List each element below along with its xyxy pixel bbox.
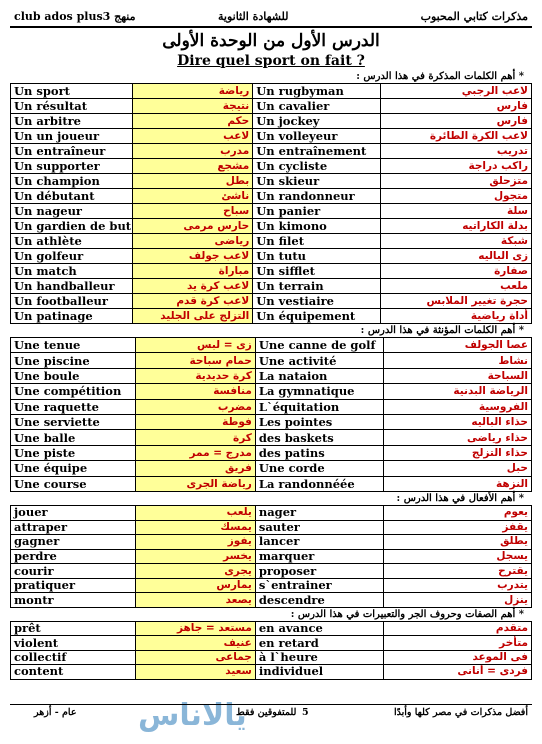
arabic-meaning: يجرى — [136, 564, 256, 579]
french-word: Une serviette — [11, 414, 136, 429]
arabic-meaning: حارس مرمى — [133, 219, 253, 234]
section-adjs-heading: * أهم الصفات وحروف الجر والتعبيرات في هذا الدرس : — [290, 609, 524, 621]
french-word: Un match — [11, 264, 133, 279]
arabic-meaning: الفروسية — [383, 399, 532, 414]
table-row — [11, 636, 532, 650]
table-row — [11, 84, 532, 99]
arabic-meaning: الرياضة البدنية — [383, 384, 532, 399]
arabic-meaning: فارس — [380, 99, 531, 114]
french-word: Un jockey — [253, 114, 381, 129]
french-word: Un arbitre — [11, 114, 133, 129]
header-center: للشهادة الثانوية — [218, 10, 289, 23]
table-row — [11, 650, 532, 664]
table-row — [11, 219, 532, 234]
arabic-meaning: يمسك — [136, 520, 256, 535]
french-word: Un randonneur — [253, 189, 381, 204]
table-row — [11, 309, 532, 324]
page — [10, 6, 532, 680]
arabic-meaning: يصعد — [136, 593, 256, 608]
arabic-meaning: لاعب جولف — [133, 249, 253, 264]
french-word: Un vestiaire — [253, 294, 381, 309]
arabic-meaning: يقفز — [383, 520, 532, 535]
table-row — [11, 414, 532, 429]
french-word: Un nageur — [11, 204, 133, 219]
arabic-meaning: يمارس — [136, 578, 256, 593]
french-word: Un supporter — [11, 159, 133, 174]
table-row — [11, 399, 532, 414]
arabic-meaning: مباراة — [133, 264, 253, 279]
french-word: Une équipe — [11, 461, 136, 476]
french-word: Un athlète — [11, 234, 133, 249]
arabic-meaning: صفارة — [380, 264, 531, 279]
table-row — [11, 564, 532, 579]
table-row — [11, 578, 532, 593]
arabic-meaning: حذاء الباليه — [383, 414, 532, 429]
section-verbs-heading: * أهم الأفعال في هذا الدرس : — [396, 492, 524, 504]
arabic-meaning: مدرب — [133, 144, 253, 159]
french-word: Une boule — [11, 368, 136, 383]
arabic-meaning: نتيجة — [133, 99, 253, 114]
masc-table — [10, 83, 532, 324]
arabic-meaning: مستعد = جاهز — [136, 622, 256, 636]
arabic-meaning: سباح — [133, 204, 253, 219]
french-word: Une activité — [255, 353, 383, 368]
arabic-meaning: تدريب — [380, 144, 531, 159]
french-word: Une course — [11, 476, 136, 491]
arabic-meaning: فوطة — [136, 414, 256, 429]
arabic-meaning: حكم — [133, 114, 253, 129]
french-word: L`équitation — [255, 399, 383, 414]
french-word: La randonnéée — [255, 476, 383, 491]
french-word: Un cavalier — [253, 99, 381, 114]
french-word: s`entrainer — [255, 578, 383, 593]
arabic-meaning: سلة — [380, 204, 531, 219]
table-row — [11, 461, 532, 476]
french-word: content — [11, 665, 136, 679]
fem-table — [10, 337, 532, 492]
table-row — [11, 476, 532, 491]
french-word: à l`heure — [255, 650, 383, 664]
arabic-meaning: لاعب كرة قدم — [133, 294, 253, 309]
header-left: club ados plus3 منهج — [14, 10, 136, 23]
section-fem-heading: * أهم الكلمات المؤنثة في هذا الدرس : — [360, 325, 524, 336]
french-word: La nataion — [255, 368, 383, 383]
french-word: sauter — [255, 520, 383, 535]
arabic-meaning: متأخر — [383, 636, 532, 650]
watermark-logo: يالاناس — [138, 698, 247, 733]
lesson-title-fr: Dire quel sport on fait ? — [177, 53, 365, 69]
french-word: descendre — [255, 593, 383, 608]
table-row — [11, 264, 532, 279]
french-word: pratiquer — [11, 578, 136, 593]
french-word: marquer — [255, 549, 383, 564]
french-word: Un équipement — [253, 309, 381, 324]
arabic-meaning: فردى = أنانى — [383, 665, 532, 679]
french-word: Un volleyeur — [253, 129, 381, 144]
arabic-meaning: فارس — [380, 114, 531, 129]
french-word: Un filet — [253, 234, 381, 249]
french-word: nager — [255, 505, 383, 520]
french-word: Une canne de golf — [255, 338, 383, 353]
arabic-meaning: حجرة تغيير الملابس — [380, 294, 531, 309]
footer-left: عام - أزهر — [34, 707, 77, 718]
table-row — [11, 189, 532, 204]
french-word: Un sifflet — [253, 264, 381, 279]
table-row — [11, 114, 532, 129]
table-row — [11, 535, 532, 550]
french-word: Un cycliste — [253, 159, 381, 174]
table-row — [11, 279, 532, 294]
table-row — [11, 99, 532, 114]
french-word: Un gardien de but — [11, 219, 133, 234]
french-word: individuel — [255, 665, 383, 679]
arabic-meaning: متقدم — [383, 622, 532, 636]
french-word: Un entraîneur — [11, 144, 133, 159]
page-header — [10, 6, 532, 28]
french-word: en avance — [255, 622, 383, 636]
table-row — [11, 520, 532, 535]
french-word: montr — [11, 593, 136, 608]
arabic-meaning: لاعب كرة يد — [133, 279, 253, 294]
table-row — [11, 249, 532, 264]
french-word: gagner — [11, 535, 136, 550]
french-word: Une balle — [11, 430, 136, 445]
french-word: Un kimono — [253, 219, 381, 234]
arabic-meaning: مضرب — [136, 399, 256, 414]
french-word: Un footballeur — [11, 294, 133, 309]
french-word: jouer — [11, 505, 136, 520]
table-row — [11, 505, 532, 520]
arabic-meaning: لاعب الرجبي — [380, 84, 531, 99]
french-word: Un résultat — [11, 99, 133, 114]
arabic-meaning: بطل — [133, 174, 253, 189]
footer-right: أفضل مذكرات في مصر كلها وأبدًا — [393, 707, 528, 718]
arabic-meaning: ناشئ — [133, 189, 253, 204]
french-word: Un débutant — [11, 189, 133, 204]
arabic-meaning: يطلق — [383, 535, 532, 550]
french-word: Une compétition — [11, 384, 136, 399]
arabic-meaning: منافسة — [136, 384, 256, 399]
french-word: courir — [11, 564, 136, 579]
arabic-meaning: زى = لبس — [136, 338, 256, 353]
arabic-meaning: رياضة الجرى — [136, 476, 256, 491]
arabic-meaning: حبل — [383, 461, 532, 476]
french-word: Un handballeur — [11, 279, 133, 294]
table-row — [11, 430, 532, 445]
table-row — [11, 549, 532, 564]
french-word: attraper — [11, 520, 136, 535]
arabic-meaning: السباحة — [383, 368, 532, 383]
table-row — [11, 368, 532, 383]
table-row — [11, 445, 532, 460]
table-row — [11, 665, 532, 679]
arabic-meaning: أداة رياضية — [380, 309, 531, 324]
arabic-meaning: يعوم — [383, 505, 532, 520]
adjs-table — [10, 621, 532, 680]
table-row — [11, 384, 532, 399]
french-word: Un golfeur — [11, 249, 133, 264]
french-word: Un rugbyman — [253, 84, 381, 99]
french-word: proposer — [255, 564, 383, 579]
french-word: La gymnatique — [255, 384, 383, 399]
arabic-meaning: راكب دراجة — [380, 159, 531, 174]
table-row — [11, 234, 532, 249]
arabic-meaning: جماعى — [136, 650, 256, 664]
arabic-meaning: مشجع — [133, 159, 253, 174]
arabic-meaning: متجول — [380, 189, 531, 204]
french-word: des baskets — [255, 430, 383, 445]
lesson-title-ar: الدرس الأول من الوحدة الأولى — [162, 31, 380, 51]
table-row — [11, 129, 532, 144]
table-row — [11, 144, 532, 159]
table-row — [11, 353, 532, 368]
arabic-meaning: ملعب — [380, 279, 531, 294]
french-word: Un un joueur — [11, 129, 133, 144]
french-word: Un champion — [11, 174, 133, 189]
french-word: Un panier — [253, 204, 381, 219]
french-word: Une piste — [11, 445, 136, 460]
arabic-meaning: بدلة الكاراتيه — [380, 219, 531, 234]
arabic-meaning: يسجل — [383, 549, 532, 564]
french-word: Une piscine — [11, 353, 136, 368]
table-row — [11, 338, 532, 353]
arabic-meaning: شبكة — [380, 234, 531, 249]
french-word: Un tutu — [253, 249, 381, 264]
french-word: collectif — [11, 650, 136, 664]
page-number: 5 — [302, 707, 309, 718]
arabic-meaning: النزهة — [383, 476, 532, 491]
arabic-meaning: نشاط — [383, 353, 532, 368]
arabic-meaning: حمام سباحة — [136, 353, 256, 368]
french-word: prêt — [11, 622, 136, 636]
french-word: Les pointes — [255, 414, 383, 429]
french-word: Un patinage — [11, 309, 133, 324]
verbs-table — [10, 505, 532, 608]
section-masc-heading: * أهم الكلمات المذكرة في هذا الدرس : — [356, 71, 524, 82]
arabic-meaning: لاعب الكرة الطائرة — [380, 129, 531, 144]
french-word: Un skieur — [253, 174, 381, 189]
french-word: perdre — [11, 549, 136, 564]
header-right: مذكرات كتابي المحبوب — [420, 10, 528, 23]
french-word: violent — [11, 636, 136, 650]
page-footer — [10, 704, 532, 721]
arabic-meaning: كرة حديدية — [136, 368, 256, 383]
arabic-meaning: يخسر — [136, 549, 256, 564]
french-word: Un sport — [11, 84, 133, 99]
arabic-meaning: زى الباليه — [380, 249, 531, 264]
french-word: Une tenue — [11, 338, 136, 353]
table-row — [11, 593, 532, 608]
french-word: Une corde — [255, 461, 383, 476]
arabic-meaning: لاعب — [133, 129, 253, 144]
arabic-meaning: رياضة — [133, 84, 253, 99]
arabic-meaning: كرة — [136, 430, 256, 445]
arabic-meaning: يفوز — [136, 535, 256, 550]
table-row — [11, 174, 532, 189]
arabic-meaning: حذاء رياضى — [383, 430, 532, 445]
french-word: Un terrain — [253, 279, 381, 294]
arabic-meaning: فريق — [136, 461, 256, 476]
french-word: en retard — [255, 636, 383, 650]
table-row — [11, 204, 532, 219]
arabic-meaning: عصا الجولف — [383, 338, 532, 353]
french-word: des patins — [255, 445, 383, 460]
arabic-meaning: ينزل — [383, 593, 532, 608]
table-row — [11, 159, 532, 174]
table-row — [11, 622, 532, 636]
arabic-meaning: يقترح — [383, 564, 532, 579]
arabic-meaning: رياضى — [133, 234, 253, 249]
arabic-meaning: حذاء التزلج — [383, 445, 532, 460]
arabic-meaning: متزحلق — [380, 174, 531, 189]
arabic-meaning: مدرج = ممر — [136, 445, 256, 460]
arabic-meaning: عنيف — [136, 636, 256, 650]
arabic-meaning: سعيد — [136, 665, 256, 679]
french-word: Une raquette — [11, 399, 136, 414]
arabic-meaning: فى الموعد — [383, 650, 532, 664]
french-word: Un entraînement — [253, 144, 381, 159]
french-word: lancer — [255, 535, 383, 550]
arabic-meaning: التزلج على الجليد — [133, 309, 253, 324]
arabic-meaning: يلعب — [136, 505, 256, 520]
table-row — [11, 294, 532, 309]
footer-center: للمتفوقين فقط — [236, 707, 297, 718]
arabic-meaning: يتدرب — [383, 578, 532, 593]
